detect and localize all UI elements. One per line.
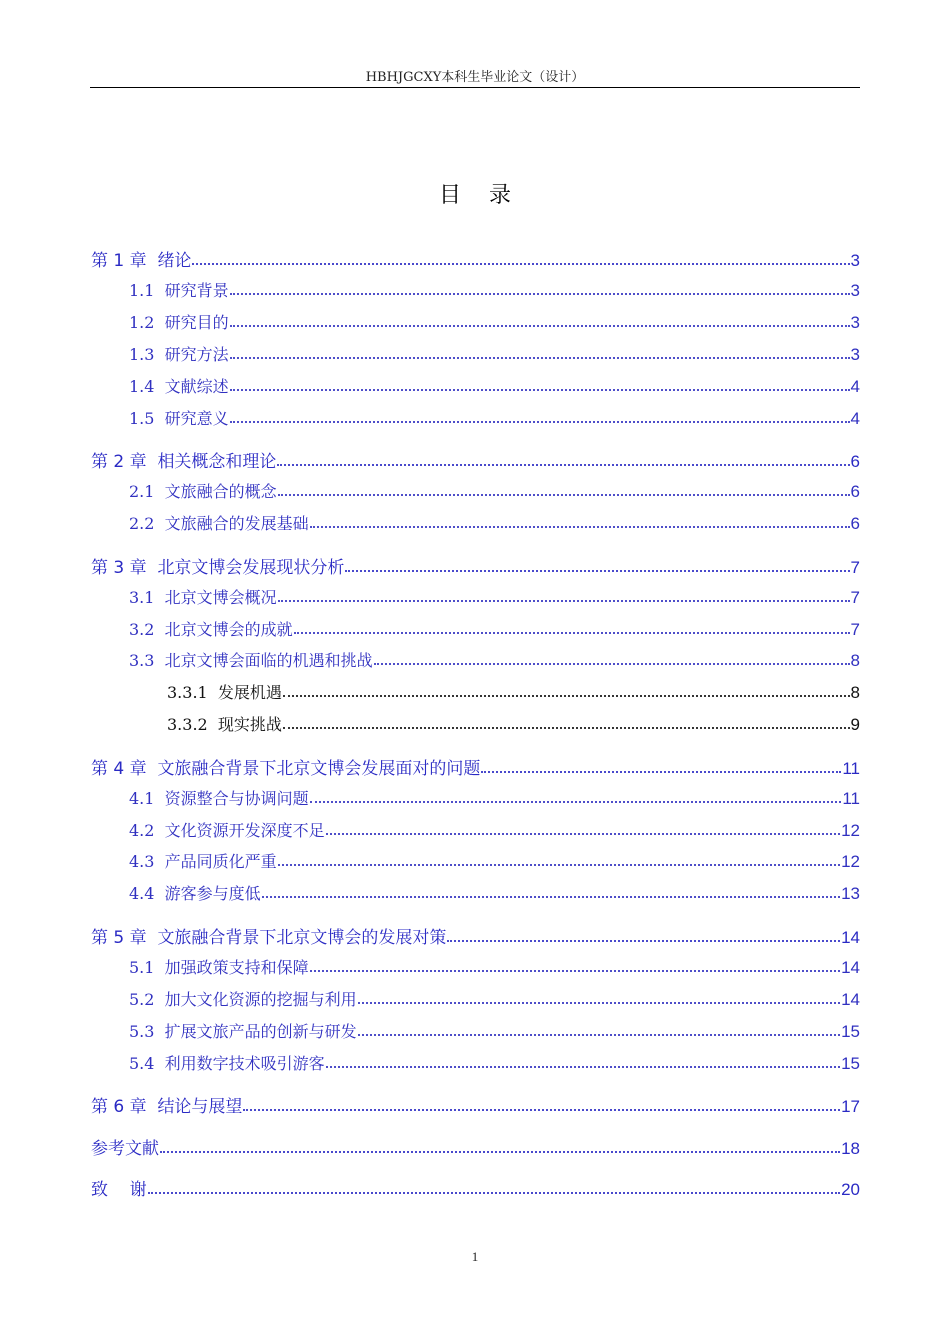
dot-leader — [243, 1105, 840, 1111]
toc-entry-3-1[interactable]: 3.1 北京文博会概况 7 — [129, 588, 860, 607]
dot-leader — [481, 767, 841, 773]
toc-entry-5-4[interactable]: 5.4 利用数字技术吸引游客 15 — [129, 1054, 860, 1073]
dot-leader — [374, 659, 850, 665]
dot-leader — [160, 1147, 840, 1153]
dot-leader — [447, 936, 840, 942]
toc-entry-1-2[interactable]: 1.2 研究目的 3 — [129, 313, 860, 332]
toc-entry-5-3[interactable]: 5.3 扩展文旅产品的创新与研发 15 — [129, 1022, 860, 1041]
dot-leader — [230, 289, 850, 295]
toc-entry-2-2[interactable]: 2.2 文旅融合的发展基础 6 — [129, 514, 860, 533]
dot-leader — [262, 892, 840, 898]
toc-entry-chapter-5[interactable]: 第 5 章 文旅融合背景下北京文博会的发展对策 14 — [91, 928, 860, 948]
dot-leader — [358, 998, 840, 1004]
toc-entry-3-3[interactable]: 3.3 北京文博会面临的机遇和挑战 8 — [129, 651, 860, 670]
toc-entry-chapter-6[interactable]: 第 6 章 结论与展望 17 — [91, 1097, 860, 1117]
dot-leader — [278, 490, 850, 496]
dot-leader — [294, 628, 850, 634]
dot-leader — [230, 385, 850, 391]
toc-entry-3-2[interactable]: 3.2 北京文博会的成就 7 — [129, 620, 860, 639]
toc-entry-chapter-2[interactable]: 第 2 章 相关概念和理论 6 — [91, 452, 860, 472]
dot-leader — [310, 522, 850, 528]
toc-entry-3-3-2[interactable]: 3.3.2 现实挑战 9 — [167, 715, 860, 734]
dot-leader — [310, 966, 840, 972]
dot-leader — [283, 723, 850, 729]
dot-leader — [326, 1062, 840, 1068]
toc-entry-4-4[interactable]: 4.4 游客参与度低 13 — [129, 884, 860, 903]
toc-entry-5-2[interactable]: 5.2 加大文化资源的挖掘与利用 14 — [129, 990, 860, 1009]
toc-entry-4-1[interactable]: 4.1 资源整合与协调问题 11 — [129, 789, 860, 808]
dot-leader — [345, 566, 849, 572]
running-header: HBHJGCXY本科生毕业论文（设计） — [90, 68, 860, 88]
dot-leader — [278, 860, 840, 866]
toc-title — [0, 178, 950, 209]
toc-entry-4-2[interactable]: 4.2 文化资源开发深度不足 12 — [129, 821, 860, 840]
dot-leader — [283, 691, 850, 697]
toc-entry-references[interactable]: 参考文献 18 — [91, 1139, 860, 1159]
dot-leader — [310, 797, 842, 803]
toc-entry-1-5[interactable]: 1.5 研究意义 4 — [129, 409, 860, 428]
toc-title-char-2: 录 — [489, 183, 512, 208]
toc-entry-4-3[interactable]: 4.3 产品同质化严重 12 — [129, 852, 860, 871]
dot-leader — [230, 417, 850, 423]
dot-leader — [148, 1188, 840, 1194]
toc-entry-chapter-3[interactable]: 第 3 章 北京文博会发展现状分析 7 — [91, 558, 860, 578]
toc-entry-1-4[interactable]: 1.4 文献综述 4 — [129, 377, 860, 396]
page-number: 1 — [471, 1249, 479, 1264]
toc-entry-chapter-4[interactable]: 第 4 章 文旅融合背景下北京文博会发展面对的问题 11 — [91, 759, 860, 779]
toc-entry-1-1[interactable]: 1.1 研究背景 3 — [129, 281, 860, 300]
toc-entry-1-3[interactable]: 1.3 研究方法 3 — [129, 345, 860, 364]
toc-title-char-1: 目 — [438, 183, 461, 208]
dot-leader — [230, 353, 850, 359]
dot-leader — [326, 829, 840, 835]
dot-leader — [277, 460, 849, 466]
dot-leader — [230, 321, 850, 327]
toc-entry-2-1[interactable]: 2.1 文旅融合的概念 6 — [129, 482, 860, 501]
dot-leader — [192, 259, 849, 265]
toc-entry-3-3-1[interactable]: 3.3.1 发展机遇 8 — [167, 683, 860, 702]
toc-entry-acknowledgements[interactable]: 致 谢 20 — [91, 1180, 860, 1200]
dot-leader — [278, 596, 850, 602]
toc-entry-5-1[interactable]: 5.1 加强政策支持和保障 14 — [129, 958, 860, 977]
toc-entry-chapter-1[interactable]: 第 1 章 绪论 3 — [91, 251, 860, 271]
dot-leader — [358, 1030, 840, 1036]
